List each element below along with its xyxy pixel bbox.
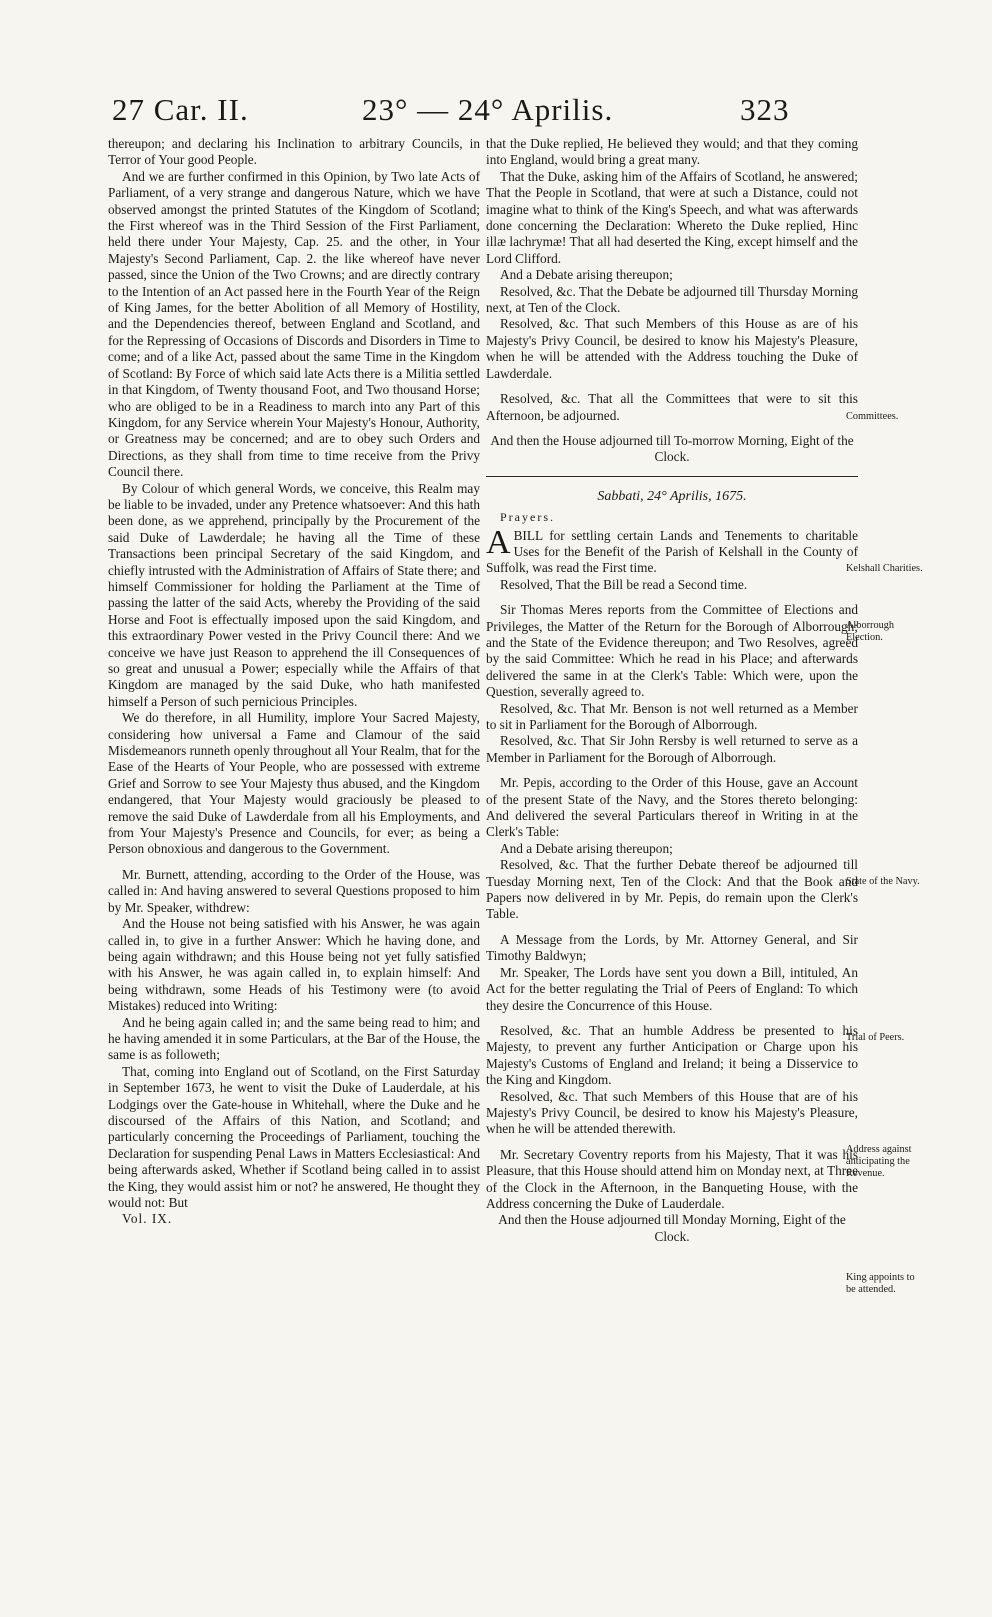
page-number: 323 (740, 92, 790, 127)
paragraph: that the Duke replied, He believed they would; and that they coming into England, would bring a great many. (486, 136, 858, 168)
margin-note: Kelshall Charities. (846, 563, 923, 574)
paragraph: And a Debate arising thereupon; (500, 840, 673, 856)
paragraph: Sir Thomas Meres reports from the Committee of Elections and Privileges, the Matter of the Return for the Borough of Alborrough; and the State of the Evidence thereupon; and Two Resolves, agreed by the said Committee: Which he read in his Place; and afterwards delivered the same in at the Clerk's Table: Which were, upon the Question, severally agreed to. (486, 602, 858, 700)
paragraph: And we are further confirmed in this Opinion, by Two late Acts of Parliament, of a very strange and dangerous Nature, which we have observed amongst the printed Statutes of the Kingdom of Scotland; the First whereof was in the Third Session of the First Parliament, held there under Your Majesty, Cap. 25. and the other, in Your Majesty's Second Parliament, Cap. 2. the like whereof have never passed, since the Union of the Two Crowns; and are directly contrary to the Intention of an Act passed here in the Fourth Year of the Reign of King James, for the better Abolition of all Memory of Hostility, and the Dependencies thereof, between England and Scotland, and for the Repressing of Occasions of Discords and Disorders in Time to come; and of a like Act, passed about the same Time in the Kingdom of Scotland: By Force of which said late Acts there is a Militia settled in that Kingdom, of Twenty thousand Foot, and Two thousand Horse; who are obliged to be in a Readiness to march into any Part of this Kingdom, for any Service wherein Your Majesty's Honour, Authority, or Greatness may be concerned; and are to obey such Orders and Directions, as they shall from time to time receive from the Privy Council there. (108, 168, 480, 480)
adjournment: And then the House adjourned till Monday Morning, Eight of the Clock. (498, 1212, 846, 1244)
paragraph: That the Duke, asking him of the Affairs of Scotland, he answered; That the People in Scotland, that were at such a Distance, could not imagine what to think of the King's Speech, and what was afterwards done concerning the Declaration: Whereto the Duke replied, Hinc illæ lachrymæ! That all had deserted the King, except himself and the Lord Clifford. (486, 168, 858, 266)
session-title: Sabbati, 24° Aprilis, 1675. (597, 488, 747, 504)
date-heading: 23° — 24° Aprilis. (362, 92, 614, 127)
regnal-year: 27 Car. II. (112, 92, 249, 127)
paragraph: Mr. Burnett, attending, according to the Order of the House, was called in: And having answered to several Questions proposed to him by Mr. Speaker, withdrew: (108, 866, 480, 915)
paragraph: By Colour of which general Words, we conceive, this Realm may be liable to be invaded, under any Pretence whatsoever: And this hath been done, as we apprehend, principally by the Procurement of the said Duke of Lawderdale; he having all the Time of these Transactions been principal Secretary of the said Kingdom, and chiefly intrusted with the Administration of Affairs of State there; and himself Commissioner for holding the Parliament at the Time of passing the latter of the said Acts, whereby the Providing of the said Horse and Foot is effectually imposed upon the said Kingdom, and this extraordinary Power vested in the Privy Council there: And we conceive we have just Reason to apprehend the ill Consequences of so great and unusual a Power; especially while the Affairs of that Kingdom are managed by the said Duke, who hath manifested himself a Person of such pernicious Principles. (108, 480, 480, 709)
paragraph: Mr. Speaker, The Lords have sent you down a Bill, intituled, An Act for the better regulating the Trial of Peers of England: To which they desire the Concurrence of this House. (486, 964, 858, 1013)
margin-note: Address against anticipating the Revenue. (846, 1144, 912, 1179)
paragraph: Resolved, That the Bill be read a Second time. (500, 576, 748, 592)
paragraph: That, coming into England out of Scotland, on the First Saturday in September 1673, he went to visit the Duke of Lauderdale, at his Lodgings over the Gate-house in Whitehall, where the Duke and he discoursed of the Affairs of this Nation, and Scotland; and particularly concerning the Proceedings of Parliament, touching the Declaration for suspending Penal Laws in Matters Ecclesiastical: And being afterwards asked, Whether if Scotland being called in to assist the King, they would assist him or not? he answered, He thought they would not: But (108, 1063, 480, 1210)
prayers-heading: Prayers. (500, 510, 555, 525)
paragraph: Resolved, &c. That Sir John Rersby is well returned to serve as a Member in Parliament for the Borough of Alborrough. (486, 733, 858, 765)
paragraph: Resolved, &c. That such Members of this House that are of his Majesty's Privy Council, be desired to know his Majesty's Pleasure, when he will be attended therewith. (486, 1088, 858, 1137)
paragraph: Resolved, &c. That all the Committees that were to sit this Afternoon, be adjourned. (486, 391, 858, 423)
margin-note: King appoints to be attended. (846, 1272, 915, 1295)
bill-text: BILL for settling certain Lands and Tenements to charitable Uses for the Benefit of the Parish of Kelshall in the County of Suffolk, was read the First time. (486, 527, 858, 576)
paragraph: thereupon; and declaring his Inclination to arbitrary Councils, in Terror of Your good People. (108, 136, 480, 168)
paragraph: Mr. Pepis, according to the Order of this House, gave an Account of the present State of the Navy, and the Stores thereto belonging: And delivered the several Particulars thereof in Writing in at the Clerk's Table: (486, 775, 858, 840)
section-divider (486, 476, 858, 477)
paragraph: And the House not being satisfied with his Answer, he was again called in, to give in a further Answer: Which he having done, and being again withdrawn; and this House being not yet fully satisfied with his Answer, he was again called in, to explain himself: And being withdrawn, some Heads of his Testimony were (to avoid Mistakes) reduced into Writing: (108, 916, 480, 1014)
paragraph: Resolved, &c. That the further Debate thereof be adjourned till Tuesday Morning next, Ten of the Clock: And that the Book and Papers now delivered in by Mr. Pepis, do remain upon the Clerk's Table. (486, 857, 858, 922)
left-column (108, 136, 480, 1228)
paragraph: And he being again called in; and the same being read to him; and he having amended it in some Particulars, at the Bar of the House, the same is as followeth; (108, 1014, 480, 1063)
paragraph: Mr. Secretary Coventry reports from his Majesty, That it was his Pleasure, that this House should attend him on Monday next, at Three of the Clock in the Afternoon, in the Banqueting House, with the Address concerning the Duke of Lauderdale. (486, 1146, 858, 1211)
margin-note: Committees. (846, 411, 899, 422)
paragraph: A Message from the Lords, by Mr. Attorney General, and Sir Timothy Baldwyn; (486, 931, 858, 964)
margin-note: State of the Navy. (846, 876, 920, 887)
volume-footer: Vol. IX. (122, 1211, 173, 1227)
paragraph: And a Debate arising thereupon; (500, 267, 673, 283)
paragraph: We do therefore, in all Humility, implore Your Sacred Majesty, considering how universal a Fame and Clamour of the said Misdemeanors runneth openly throughout all Your Realm, that for the Ease of the Hearts of Your People, who are possessed with extreme Grief and Sorrow to see Your Majesty thus abused, and the Kingdom endangered, that Your Majesty would graciously be pleased to remove the said Duke of Lawderdale from all his Employments, and from Your Majesty's Presence and Councils, for ever; as being a Person obnoxious and dangerous to the Government. (108, 710, 480, 857)
margin-note: Alborrough Election. (846, 620, 895, 643)
margin-note: Trial of Peers. (846, 1032, 905, 1043)
adjournment: And then the House adjourned till To-morrow Morning, Eight of the Clock. (490, 432, 854, 465)
drop-cap: A (486, 523, 511, 561)
paragraph: Resolved, &c. That such Members of this House as are of his Majesty's Privy Council, be desired to know his Majesty's Pleasure, when he will be attended with the Address touching the Duke of Lawderdale. (486, 316, 858, 381)
paragraph: Resolved, &c. That Mr. Benson is not well returned as a Member to sit in Parliament for the Borough of Alborrough. (486, 700, 858, 732)
page-header (112, 92, 872, 132)
right-column (486, 136, 858, 1245)
paragraph: Resolved, &c. That an humble Address be presented to his Majesty, to prevent any further Anticipation or Charge upon his Majesty's Customs of England and Ireland; it being a Disservice to the King and Kingdom. (486, 1022, 858, 1088)
paragraph: Resolved, &c. That the Debate be adjourned till Thursday Morning next, at Ten of the Clock. (486, 283, 858, 316)
paragraph (486, 523, 858, 577)
